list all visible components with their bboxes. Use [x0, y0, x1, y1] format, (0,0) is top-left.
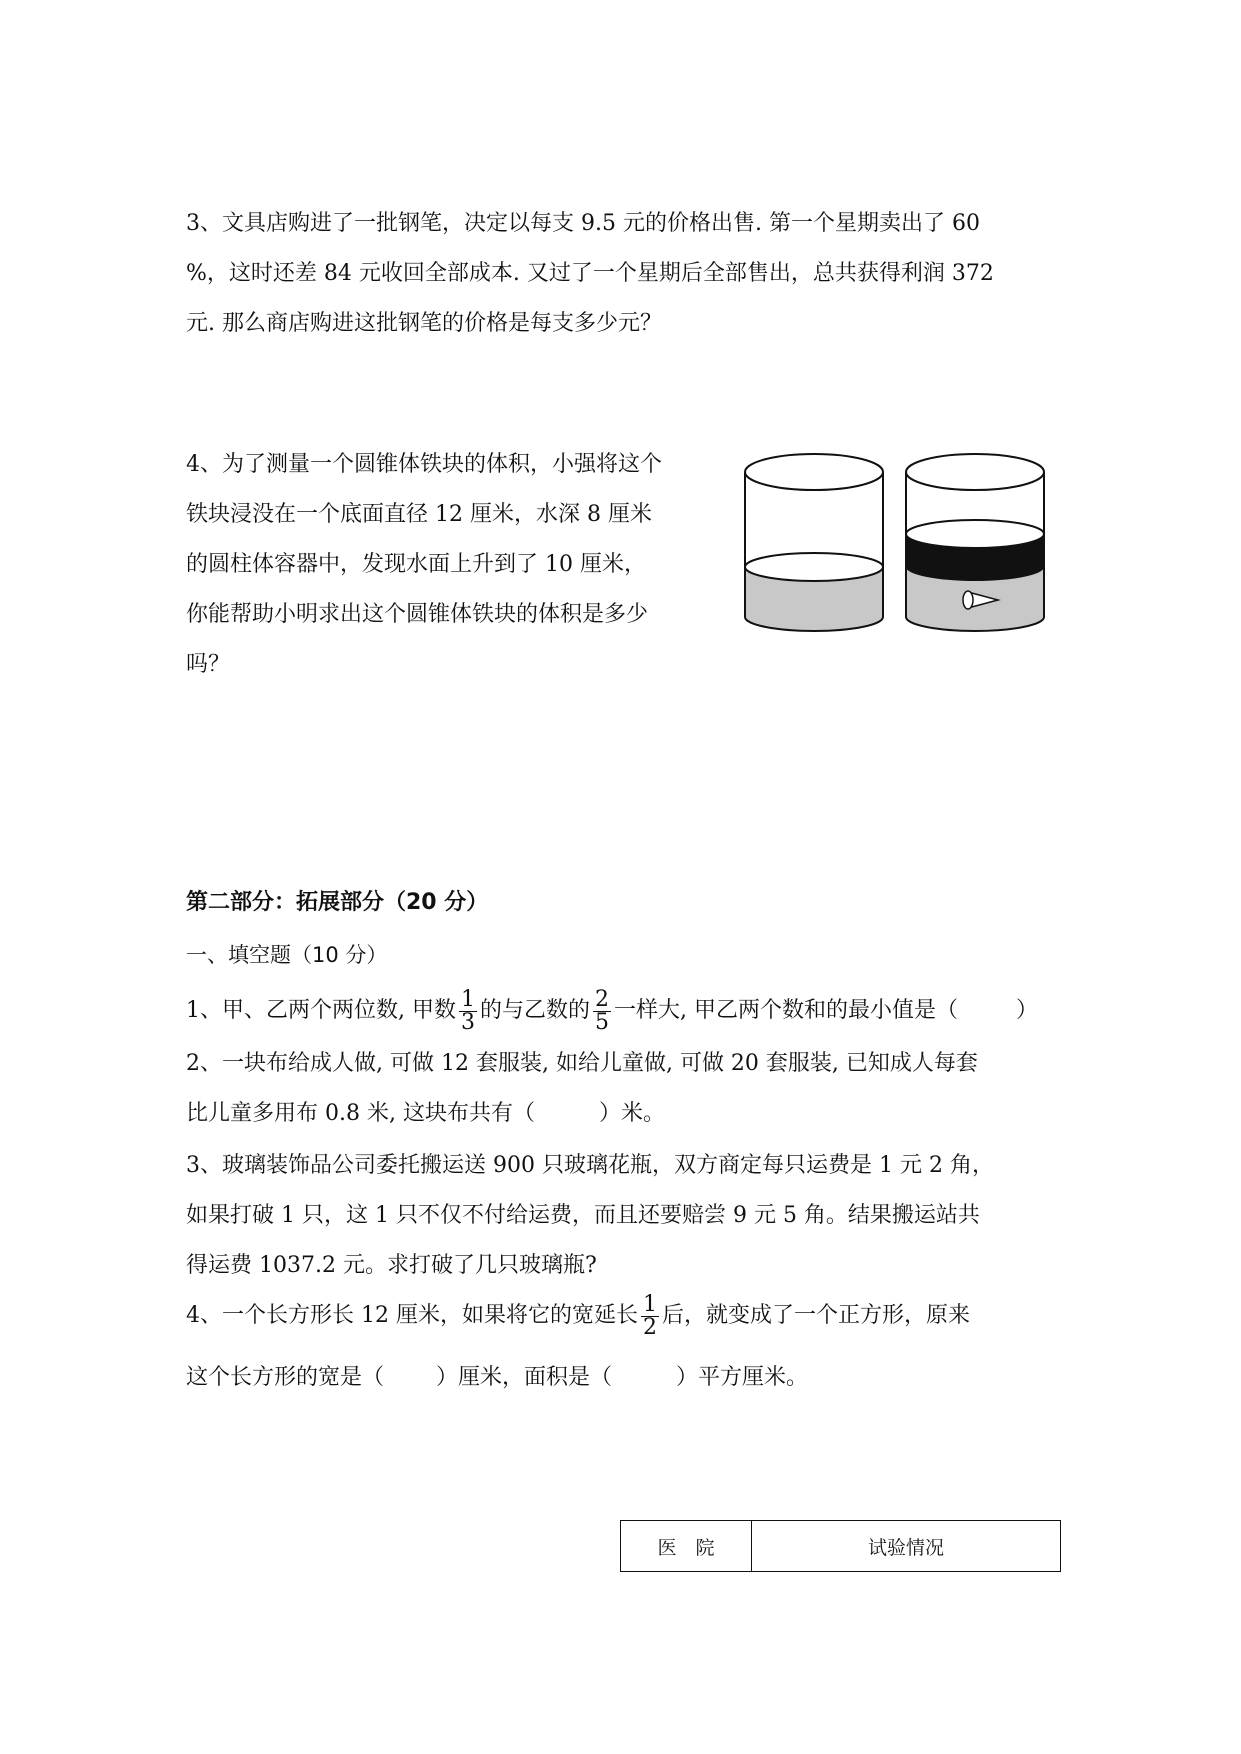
- fill4-line2-b: ）厘米，面积是（: [436, 1365, 613, 1390]
- fill4-line2: [186, 1363, 808, 1393]
- q4-line5: 吗？: [186, 652, 231, 677]
- section1-heading: 一、填空题（10 分）: [186, 943, 388, 967]
- frac-denominator: 2: [642, 1314, 657, 1340]
- fill2-line2: [186, 1099, 665, 1129]
- fraction-two-fifths: [593, 986, 611, 1035]
- frac-numerator: 2: [595, 986, 609, 1012]
- fill1-pre: 1、甲、乙两个两位数, 甲数: [186, 998, 456, 1023]
- frac-numerator: 1: [460, 986, 475, 1012]
- fill4-pre: 4、一个长方形长 12 厘米，如果将它的宽延长: [186, 1303, 638, 1328]
- fraction-one-half: [641, 1291, 659, 1340]
- frac-denominator: 5: [595, 1009, 609, 1035]
- fill1-close: ）: [1016, 998, 1039, 1023]
- cylinder-after: [906, 454, 1044, 631]
- q3-line2: %，这时还差 84 元收回全部成本. 又过了一个星期后全部售出，总共获得利润 372: [186, 261, 994, 286]
- fill1-mid: 的与乙数的: [479, 998, 590, 1023]
- fill1-post: 一样大, 甲乙两个数和的最小值是（: [614, 998, 958, 1023]
- q4-line2: 铁块浸没在一个底面直径 12 厘米，水深 8 厘米: [186, 502, 652, 527]
- frac-numerator: 1: [642, 1291, 657, 1317]
- fill2-line2-post: ）米。: [598, 1101, 665, 1126]
- fill1-line: [186, 986, 1038, 1036]
- cylinder-diagram: [740, 450, 1050, 640]
- fill4-line2-c: ）平方厘米。: [676, 1365, 809, 1390]
- fill3-line2: 如果打破 1 只，这 1 只不仅不付给运费，而且还要赔尝 9 元 5 角。结果搬运站共: [186, 1203, 980, 1228]
- q4-line3: 的圆柱体容器中，发现水面上升到了 10 厘米，: [186, 552, 646, 577]
- table-cell-test-status: 试验情况: [752, 1521, 1061, 1572]
- q3-line1: 3、文具店购进了一批钢笔，决定以每支 9.5 元的价格出售. 第一个星期卖出了 60: [186, 211, 980, 236]
- fill2-line1: 2、一块布给成人做, 可做 12 套服装, 如给儿童做, 可做 20 套服装, 已知成人每套: [186, 1051, 978, 1076]
- fill4-post: 后，就变成了一个正方形，原来: [661, 1303, 970, 1328]
- hospital-table: [620, 1520, 1061, 1572]
- fill4-line1: [186, 1291, 970, 1341]
- cylinder-before: [745, 454, 883, 631]
- fill2-line2-pre: 比儿童多用布 0.8 米, 这块布共有（: [186, 1101, 535, 1126]
- fill4-line2-a: 这个长方形的宽是（: [186, 1365, 385, 1390]
- q4-line4: 你能帮助小明求出这个圆锥体铁块的体积是多少: [186, 602, 649, 627]
- part2-title: 第二部分：拓展部分（20 分）: [186, 890, 489, 915]
- frac-denominator: 3: [460, 1009, 475, 1035]
- q4-line1: 4、为了测量一个圆锥体铁块的体积，小强将这个: [186, 452, 662, 477]
- fill3-line3: 得运费 1037.2 元。求打破了几只玻璃瓶?: [186, 1253, 597, 1278]
- fraction-one-third: [459, 986, 477, 1035]
- table-cell-hospital: 医 院: [621, 1521, 752, 1572]
- fill3-line1: 3、玻璃装饰品公司委托搬运送 900 只玻璃花瓶，双方商定每只运费是 1 元 2 角，: [186, 1153, 994, 1178]
- table-row: [621, 1521, 1061, 1572]
- q3-line3: 元. 那么商店购进这批钢笔的价格是每支多少元？: [186, 311, 662, 336]
